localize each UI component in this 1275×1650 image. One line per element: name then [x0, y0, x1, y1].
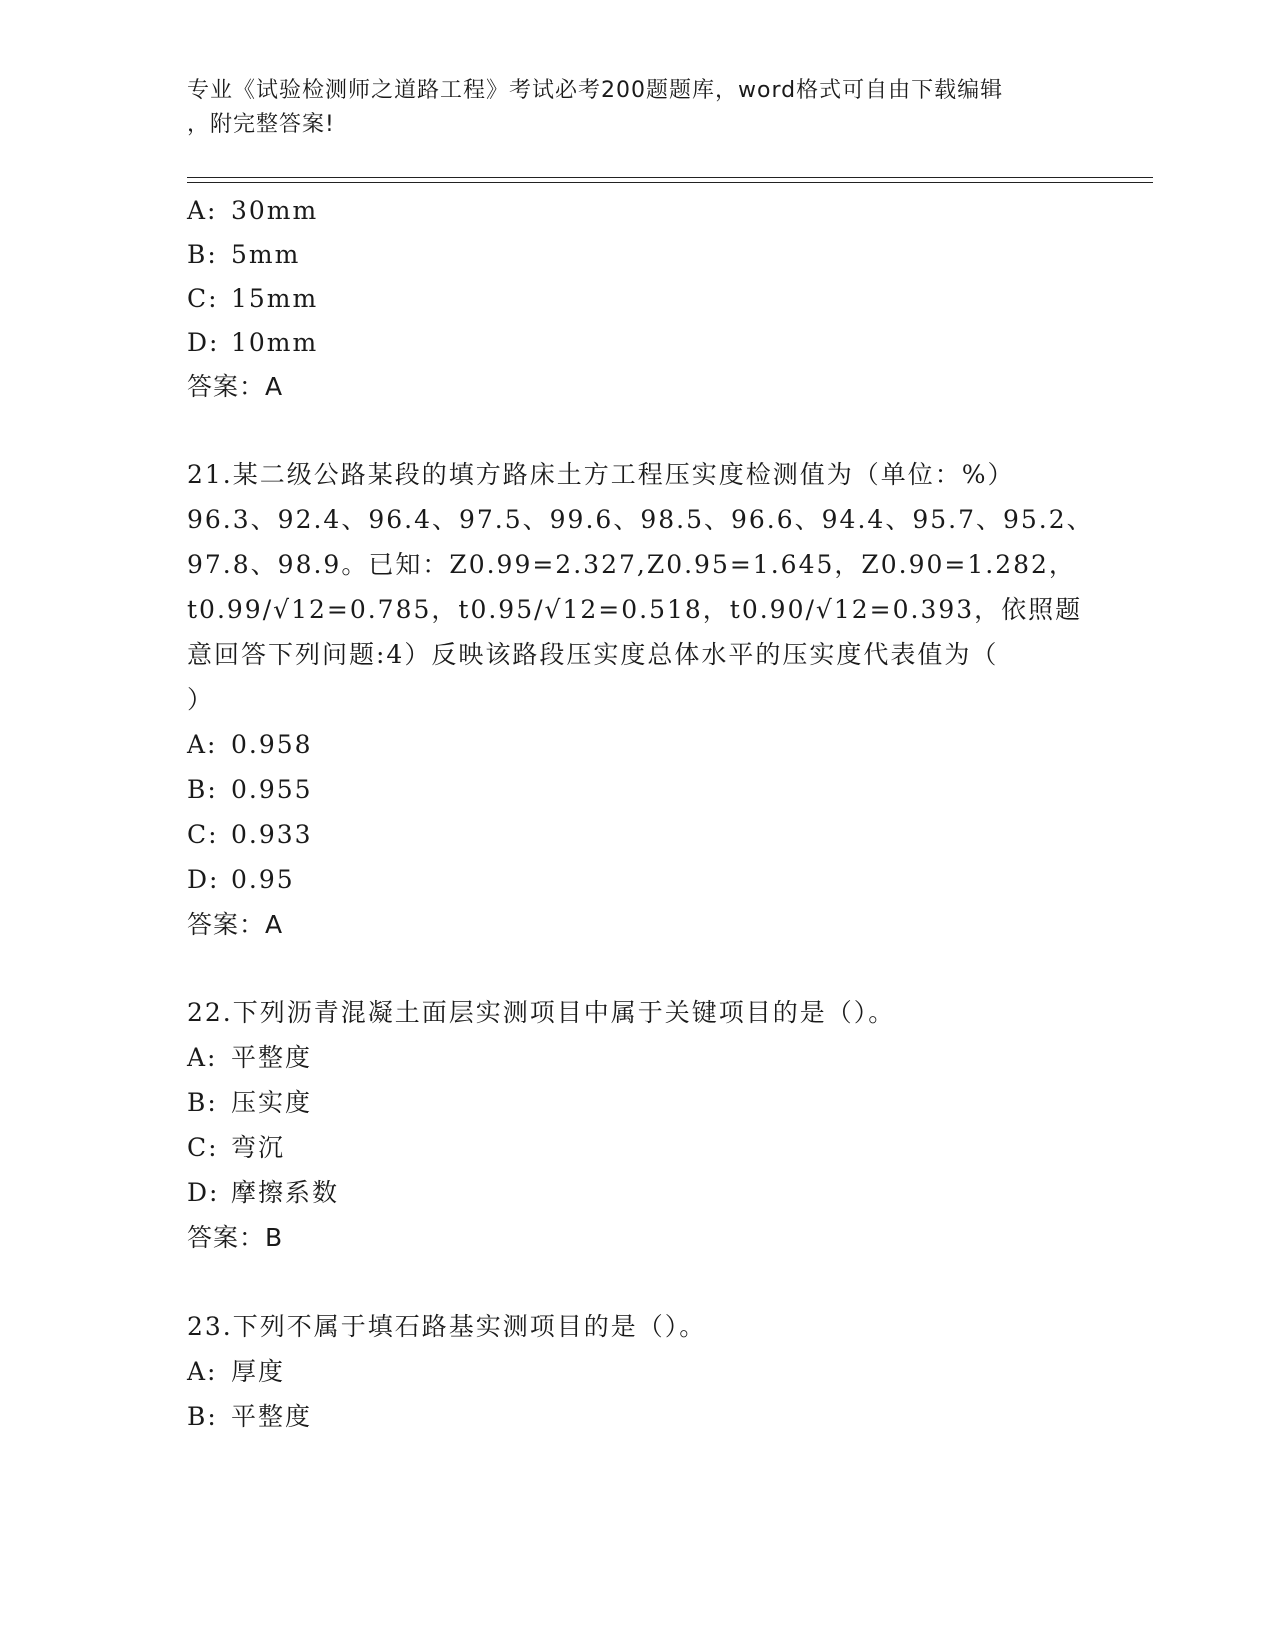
option-letter: C: — [187, 284, 219, 313]
q23-question: 23.下列不属于填石路基实测项目的是（）。 — [187, 1312, 707, 1341]
option-text: 0.958 — [231, 730, 313, 759]
q21-question-line: 意回答下列问题:4）反映该路段压实度总体水平的压实度代表值为（ — [187, 640, 999, 669]
q22-option-a — [187, 1043, 312, 1073]
q21-option-c — [187, 820, 313, 850]
q20-option-d — [187, 328, 318, 358]
q21-option-a — [187, 730, 313, 760]
option-letter: B: — [187, 775, 218, 804]
q22-question: 22.下列沥青混凝土面层实测项目中属于关键项目的是（）。 — [187, 998, 896, 1027]
q20-answer: 答案：A — [187, 372, 284, 401]
option-text: 平整度 — [231, 1043, 313, 1072]
header-rule-top — [187, 177, 1153, 178]
option-text: 弯沉 — [231, 1133, 286, 1162]
q20-option-c — [187, 284, 318, 314]
q21-question-line: 96.3、92.4、96.4、97.5、99.6、98.5、96.6、94.4、95.7、95.2、 — [187, 505, 1094, 534]
q21-question-line: 97.8、98.9。已知：Z0.99=2.327,Z0.95=1.645，Z0.90=1.282， — [187, 550, 1076, 579]
option-text: 30mm — [231, 196, 319, 225]
header-rule-bottom — [187, 182, 1153, 183]
q21-option-d — [187, 865, 295, 895]
option-letter: D: — [187, 328, 220, 357]
q20-option-a — [187, 196, 318, 226]
q21-question-line: ） — [187, 685, 215, 714]
q21-option-b — [187, 775, 313, 805]
option-text: 0.933 — [231, 820, 313, 849]
q22-option-d — [187, 1178, 339, 1208]
q21-question-line: t0.99/√12=0.785，t0.95/√12=0.518，t0.90/√12=0.393，依照题 — [187, 595, 1083, 624]
option-letter: D: — [187, 1178, 220, 1207]
header-title-line: 专业《试验检测师之道路工程》考试必考200题题库，word格式可自由下载编辑 — [187, 78, 1004, 103]
option-letter: B: — [187, 240, 218, 269]
q20-option-b — [187, 240, 300, 270]
option-text: 0.95 — [231, 865, 295, 894]
option-letter: A: — [187, 196, 218, 225]
option-letter: B: — [187, 1402, 218, 1431]
q21-answer: 答案：A — [187, 910, 284, 939]
q22-option-b — [187, 1088, 312, 1118]
q23-option-b — [187, 1402, 312, 1432]
q22-option-c — [187, 1133, 285, 1163]
option-letter: A: — [187, 1043, 218, 1072]
q23-option-a — [187, 1357, 285, 1387]
option-text: 10mm — [231, 328, 319, 357]
option-text: 压实度 — [231, 1088, 313, 1117]
q22-answer: 答案：B — [187, 1223, 284, 1252]
option-letter: C: — [187, 1133, 219, 1162]
option-letter: D: — [187, 865, 220, 894]
option-letter: B: — [187, 1088, 218, 1117]
option-text: 摩擦系数 — [231, 1178, 340, 1207]
option-text: 5mm — [231, 240, 301, 269]
option-text: 厚度 — [231, 1357, 286, 1386]
option-letter: A: — [187, 730, 218, 759]
header-title-continuation: ，附完整答案! — [187, 112, 335, 137]
option-text: 15mm — [231, 284, 319, 313]
option-text: 平整度 — [231, 1402, 313, 1431]
document-header — [187, 74, 1067, 142]
option-letter: C: — [187, 820, 219, 849]
q21-question-line: 21.某二级公路某段的填方路床土方工程压实度检测值为（单位：%） — [187, 460, 1015, 489]
option-letter: A: — [187, 1357, 218, 1386]
option-text: 0.955 — [231, 775, 313, 804]
